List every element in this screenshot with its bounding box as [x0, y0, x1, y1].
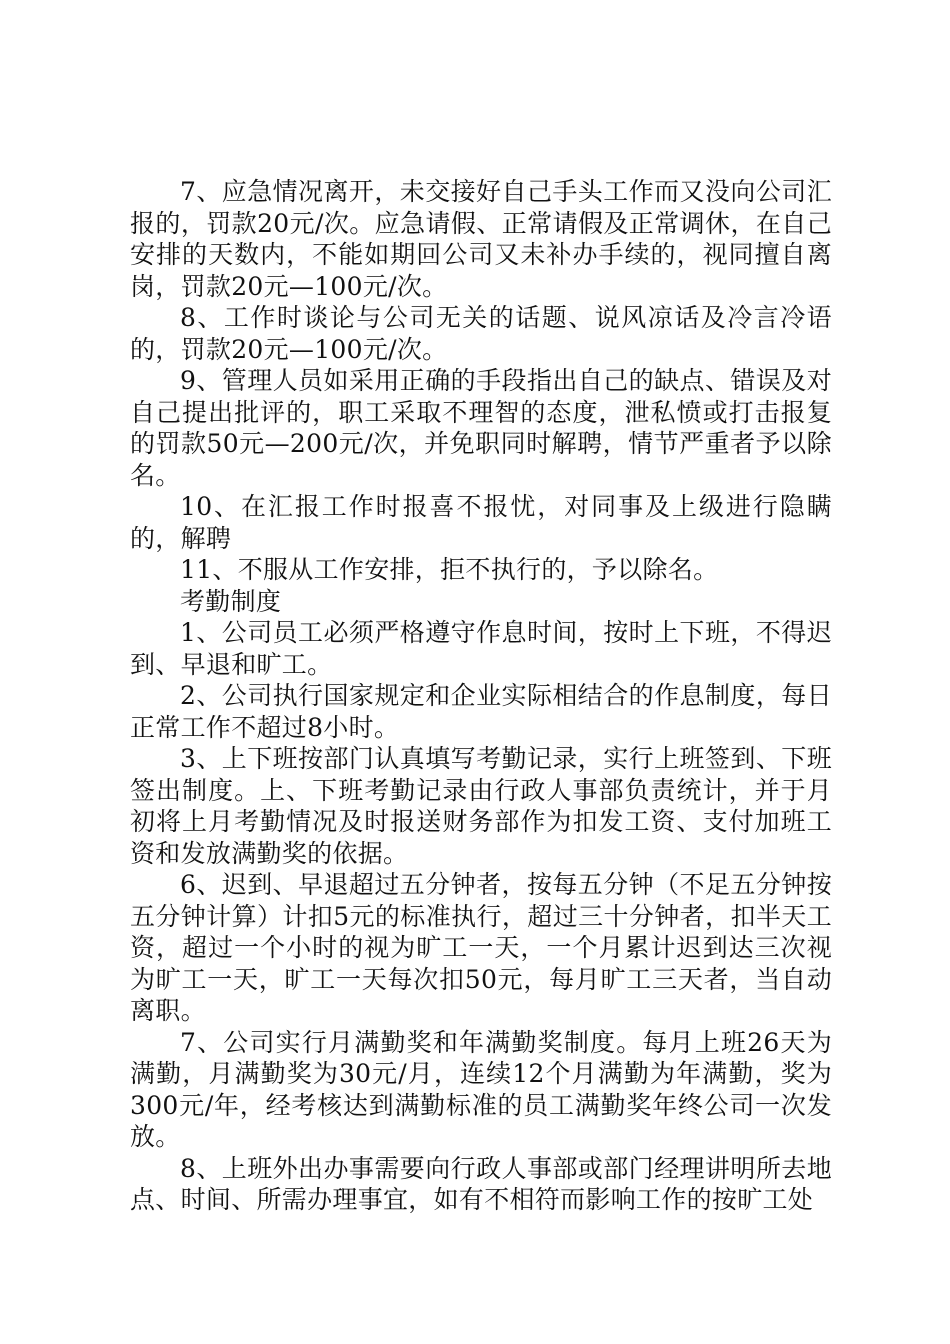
document-body: [130, 176, 832, 1216]
rule-paragraph-11: 11、不服从工作安排，拒不执行的，予以除名。: [180, 555, 719, 584]
attendance-paragraph-3: 3、上下班按部门认真填写考勤记录，实行上班签到、下班签出制度。上、下班考勤记录由行政人事部负责统计，并于月初将上月考勤情况及时报送财务部作为扣发工资、支付加班工资和发放满勤奖的依据。: [130, 744, 832, 868]
attendance-paragraph-1: 1、公司员工必须严格遵守作息时间，按时上下班，不得迟到、早退和旷工。: [130, 618, 832, 679]
rule-paragraph-7: 7、应急情况离开，未交接好自己手头工作而又没向公司汇报的，罚款20元/次。应急请假、正常请假及正常调休，在自己安排的天数内，不能如期回公司又未补办手续的，视同擅自离岗，罚款20元—100元/次。: [130, 177, 832, 301]
rule-paragraph-10: 10、在汇报工作时报喜不报忧，对同事及上级进行隐瞒的，解聘: [130, 492, 832, 553]
rule-paragraph-8: 8、工作时谈论与公司无关的话题、说风凉话及冷言冷语的，罚款20元—100元/次。: [130, 303, 832, 364]
attendance-paragraph-2: 2、公司执行国家规定和企业实际相结合的作息制度，每日正常工作不超过8小时。: [130, 681, 832, 742]
attendance-paragraph-7: 7、公司实行月满勤奖和年满勤奖制度。每月上班26天为满勤，月满勤奖为30元/月，连续12个月满勤为年满勤，奖为300元/年，经考核达到满勤标准的员工满勤奖年终公司一次发放。: [130, 1027, 832, 1151]
rule-paragraph-9: 9、管理人员如采用正确的手段指出自己的缺点、错误及对自己提出批评的，职工采取不理智的态度，泄私愤或打击报复的罚款50元—200元/次，并免职同时解聘，情节严重者予以除名。: [130, 366, 832, 490]
section-heading-attendance: 考勤制度: [180, 586, 282, 616]
attendance-paragraph-8: 8、上班外出办事需要向行政人事部或部门经理讲明所去地点、时间、所需办理事宜，如有不相符而影响工作的按旷工处: [130, 1153, 832, 1214]
attendance-paragraph-6: 6、迟到、早退超过五分钟者，按每五分钟（不足五分钟按五分钟计算）计扣5元的标准执行，超过三十分钟者，扣半天工资，超过一个小时的视为旷工一天，一个月累计迟到达三次视为旷工一天，旷工一天每次扣50元，每月旷工三天者，当自动离职。: [130, 870, 832, 1025]
